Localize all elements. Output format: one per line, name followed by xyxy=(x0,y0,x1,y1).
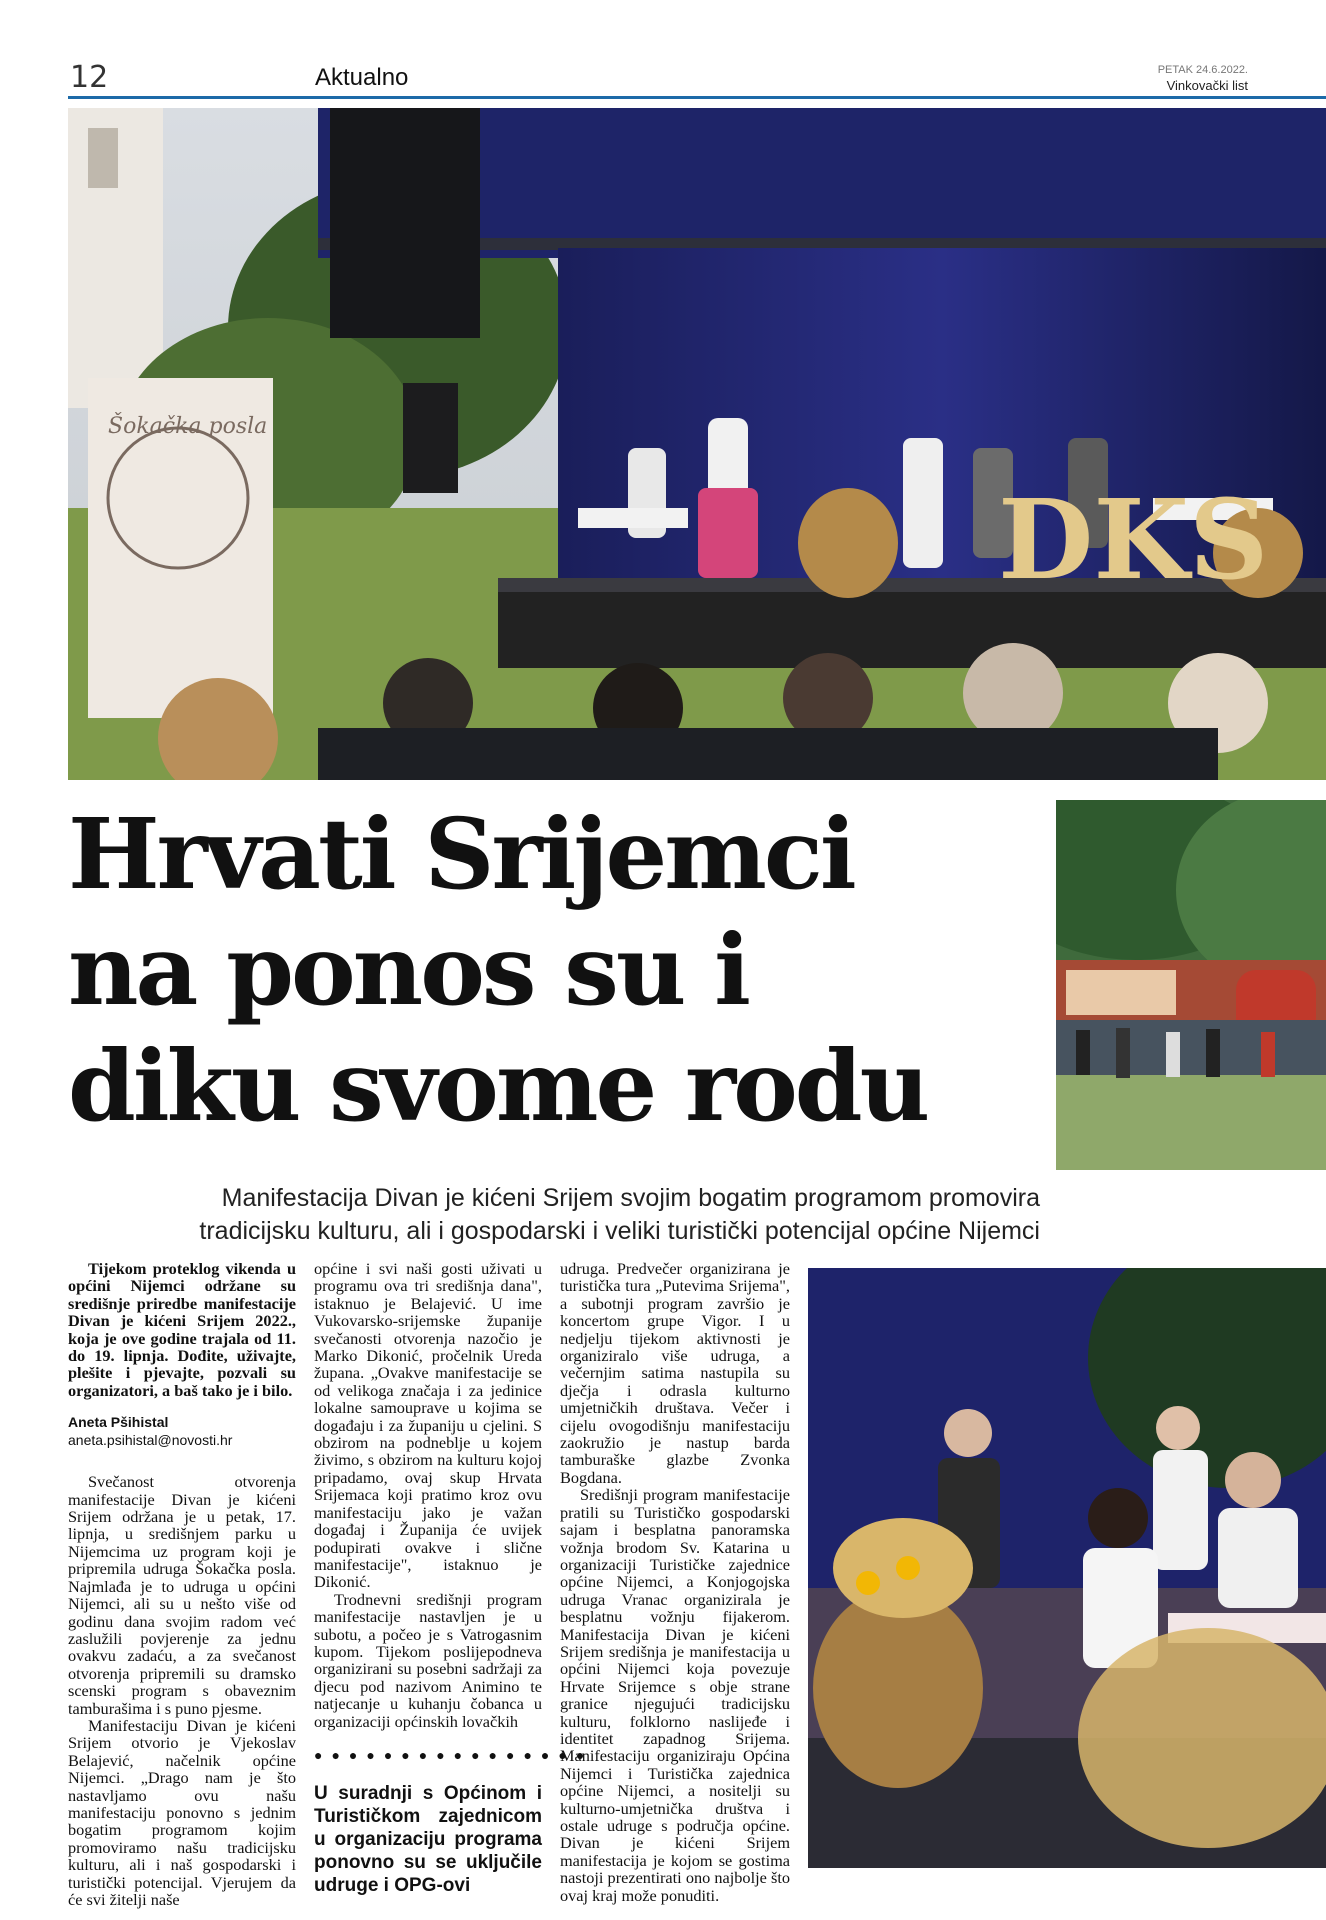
main-photo xyxy=(68,108,1326,780)
body-paragraph: Središnji program manifestacije pratili su Turističko gospodarski sajam i besplatna panoramska vožnja brodom Sv. Katarina u organizaciji Turističke zajednice općine Nijemci, a Konjogojska udruga Vranac organizirala je besplatnu vožnju fijakerom. Manifestacija Divan je kićeni Srijem središnja je manifestacija u općini Nijemci koja povezuje Hrvate Srijemce s obje strane granice njegujući tradicijsku kulturu, folklorno naslijeđe i identitet zapadnog Srijema. Manifestaciju organiziraju Općina Nijemci i Turistička zajednica općine Nijemci, a nositelji su kulturno-umjetnička društva i ostale udruge s područja općine. Divan je kićeni Srijem manifestacija je kojom se gostima nastoji prezentirati ono najbolje što ovaj kraj može ponuditi. xyxy=(560,1485,790,1905)
author-name: Aneta Pšihistal xyxy=(68,1414,169,1431)
byline xyxy=(68,1413,296,1449)
stage-guests-photo xyxy=(808,1268,1326,1868)
issue-date: PETAK 24.6.2022. xyxy=(1157,64,1248,76)
section-label: Aktualno xyxy=(315,64,409,91)
headline xyxy=(68,796,1048,1144)
header-rule xyxy=(68,96,1326,99)
deck-line-1: Manifestacija Divan je kićeni Srijem svojim bogatim programom promovira xyxy=(221,1184,1040,1212)
lead-paragraph: Tijekom proteklog vikenda u općini Nijemci održane su središnje priredbe manifestacije Divan je kićeni Srijem 2022., koja je ove godine trajala od 11. do 19. lipnja. Dođite, uživajte, plešite i pjevajte, pozvali su organizatori, a baš tako je i bilo. xyxy=(68,1259,296,1400)
column-1 xyxy=(68,1260,296,1908)
body-paragraph: Manifestaciju Divan je kićeni Srijem otvorio je Vjekoslav Belajević, načelnik općine Nijemci. „Drago nam je što nastavljamo ovu našu manifestaciju ponovno s jednim bogatim programom kojim promoviramo našu tradicijsku kulturu, ali i naš gospodarski i turistički potencijal. Vjerujem da će svi žitelji naše xyxy=(68,1715,296,1909)
page-number: 12 xyxy=(70,60,109,95)
column-3 xyxy=(560,1260,790,1904)
headline-line-1: Hrvati Srijemci xyxy=(68,797,854,911)
body-paragraph: udruga. Predvečer organizirana je turistička tura „Putevima Srijema", a subotnji program završio je koncertom grupe Vigor. I u nedjelju tijekom aktivnosti je organiziralo više udruga, a večernjim satima nastupila su dječja i odrasla kulturno umjetničkih društava. Večer i cijelu ovogodišnju manifestaciju zaokružio je nastup barda tamburaške glazbe Zvonka Bogdana. xyxy=(560,1259,790,1487)
column-2 xyxy=(314,1259,594,1897)
body-paragraph: Trodnevni središnji program manifestacije nastavljen je u subotu, a počeo je s Vatrogasnim kupom. Tijekom poslijepodneva organizirani su posebni sadržaji za djecu pod nazivom Animino te natjecanje u kuhanju čobanca u organizaciji općinskih lovačkih xyxy=(314,1589,542,1731)
publication-name: Vinkovački list xyxy=(1166,78,1248,93)
subheadline xyxy=(70,1182,1040,1248)
banner-text: Šokačka posla xyxy=(108,414,268,439)
stage-letters: DKS xyxy=(998,475,1269,604)
pullquote: U suradnji s Općinom i Turističkom zajednicom u organizaciju programa ponovno su se uključile udruge i OPG-ovi xyxy=(314,1782,542,1896)
body-paragraph: Svečanost otvorenja manifestacije Divan je kićeni Srijem održana je u petak, 17. lipnja, u središnjem parku u Nijemcima uz program koji je pripremila udruga Šokačka posla. Najmlađa je to udruga u općini Nijemci, ali su u nešto više od godinu dana svojim radom već zaslužili povjerenje za jednu ovakvu zadaću, a za svečanost otvorenja pripremili su dramsko scenski program s obaveznim tamburašima i s puno pjesme. xyxy=(68,1472,296,1718)
headline-line-3: diku svome rodu xyxy=(68,1029,928,1143)
pullquote-divider: ●●●●●●●●●●●●●●●● xyxy=(314,1748,594,1764)
author-email[interactable]: aneta.psihistal@novosti.hr xyxy=(68,1432,233,1449)
fairground-photo xyxy=(1056,800,1326,1170)
deck-line-2: tradicijsku kulturu, ali i gospodarski i veliki turistički potencijal općine Nijemci xyxy=(199,1217,1040,1245)
headline-line-2: na ponos su i xyxy=(68,913,749,1027)
body-paragraph: općine i svi naši gosti uživati u programu ova tri središnja dana", istaknuo je Belajević. U ime Vukovarsko-srijemske županije svečanosti otvorenja nazočio je Marko Dikonić, pročelnik Ureda župana. „Ovakve manifestacije se od velikoga značaja i za jedinice lokalne samouprave u kojima se događaju i za županiju u cjelini. S obzirom na podneblje u kojem živimo, s obzirom na kulturu kojoj pripadamo, ovaj skup Hrvata Srijemaca koji pratimo kroz ovu manifestaciju jako je važan događaj i Županija će uvijek podupirati ovakve i slične manifestacije", istaknuo je Dikonić. xyxy=(314,1259,542,1592)
